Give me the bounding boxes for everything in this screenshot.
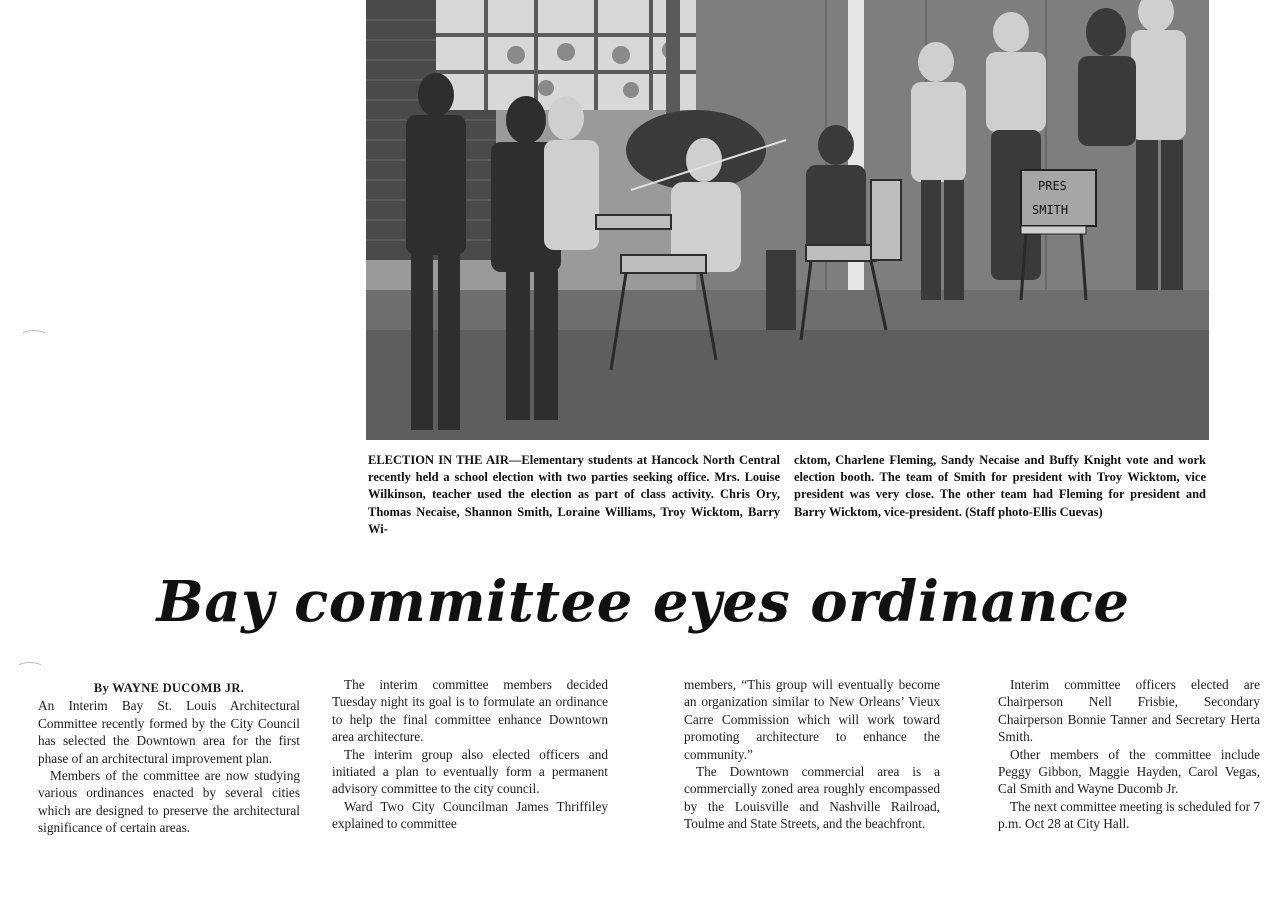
paragraph: Interim committee officers elected are Chairperson Nell Frisbie, Secondary Chairperson Bonnie Tanner and Secretary Herta Smith. <box>998 677 1260 745</box>
photo-illustration <box>366 0 1209 440</box>
paragraph: An Interim Bay St. Louis Architectural Committee recently formed by the City Council has selected the Downtown area for the first phase of an architectural improvement plan. <box>38 698 300 766</box>
article-column-1 <box>38 680 300 837</box>
photo-caption <box>368 452 1206 542</box>
caption-right: cktom, Charlene Fleming, Sandy Necaise and Buffy Knight vote and work election booth. The team of Smith for president with Troy Wicktom, vice president was very close. The other team had Fleming for president and Barry Wicktom, vice-president. (Staff photo-Ellis Cuevas) <box>794 453 1206 519</box>
article-column-4 <box>998 676 1260 833</box>
caption-left: ELECTION IN THE AIR—Elementary students at Hancock North Central recently held a school election with two parties seeking office. Mrs. Louise Wilkinson, teacher used the election as part of class activity. Chris Ory, Thomas Necaise, Shannon Smith, Loraine Williams, Troy Wicktom, Barry Wi- <box>368 453 780 536</box>
article-column-2 <box>332 676 608 833</box>
scan-mark <box>20 330 48 342</box>
paragraph: The next committee meeting is scheduled for 7 p.m. Oct 28 at City Hall. <box>998 798 1260 832</box>
article-body <box>38 676 1262 876</box>
paragraph: The interim group also elected officers and initiated a plan to eventually form a permanent advisory committee to the city council. <box>332 746 608 797</box>
article-column-3 <box>684 676 940 833</box>
paragraph: members, “This group will eventually become an organization similar to New Orleans’ Vieux Carre Commission which will work toward promoting architecture to enhance the community.” <box>684 677 940 762</box>
paragraph: The interim committee members decided Tuesday night its goal is to formulate an ordinance to help the final committee enhance Downtown area architecture. <box>332 677 608 745</box>
sign-line-1: PRES <box>1038 179 1067 193</box>
paragraph: Members of the committee are now studying various ordinances enacted by several cities which are designed to preserve the architectural significance of certain areas. <box>38 768 300 836</box>
paragraph: Ward Two City Councilman James Thriffiley explained to committee <box>332 798 608 832</box>
byline: By WAYNE DUCOMB JR. <box>93 681 245 695</box>
paragraph: The Downtown commercial area is a commercially zoned area roughly encompassed by the Louisville and Nashville Railroad, Toulme and State Streets, and the beachfront. <box>684 764 940 832</box>
headline: Bay committee eyes ordinance <box>156 569 1130 635</box>
sign-line-2: SMITH <box>1032 203 1069 217</box>
scan-mark <box>16 662 44 674</box>
news-photo <box>366 0 1209 440</box>
paragraph: Other members of the committee include Peggy Gibbon, Maggie Hayden, Carol Vegas, Cal Smith and Wayne Ducomb Jr. <box>998 746 1260 797</box>
